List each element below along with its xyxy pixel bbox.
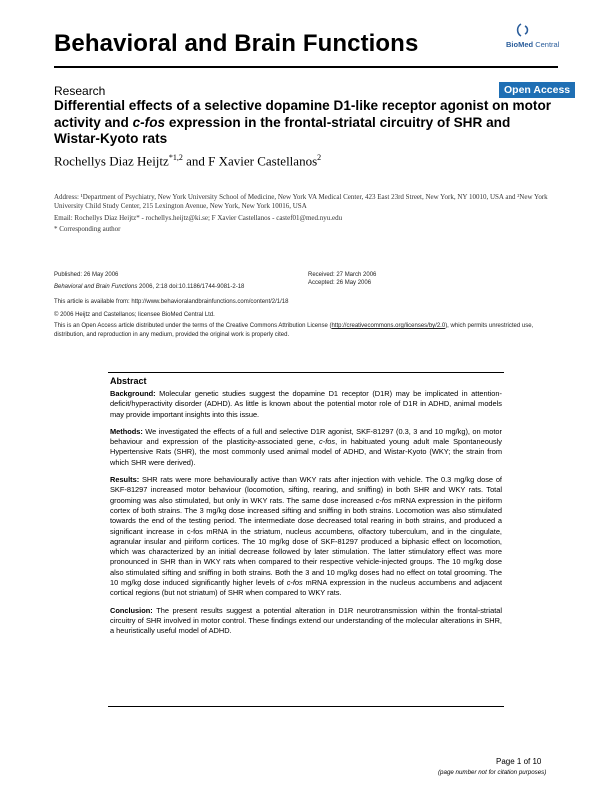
- abstract-top-rule: [108, 372, 504, 373]
- citation: Behavioral and Brain Functions 2006, 2:18 doi:10.1186/1744-9081-2-18: [54, 284, 245, 290]
- open-access-badge: Open Access: [499, 82, 575, 98]
- license-text: This is an Open Access article distributed under the terms of the Creative Commons Attribution License (http://creativecommons.org/licenses/by/2.0), which permits unrestricted use, distribution, and reproduction in any medium, provided the original work is properly cited.: [54, 323, 534, 338]
- journal-title: Behavioral and Brain Functions: [54, 30, 419, 57]
- publisher-logo[interactable]: [486, 22, 560, 56]
- affiliation-address: Address: ¹Department of Psychiatry, New York University School of Medicine, New York VA Medical Center, 423 East 23rd Street, New York, NY 10010, USA and ²New York University Child Study Center, 215 Lexington Avenue, New York, New York 10016, USA: [54, 193, 548, 210]
- author-2: F Xavier Castellanos: [208, 153, 318, 169]
- abstract-body: [110, 389, 502, 644]
- abstract-bottom-rule: [108, 706, 504, 707]
- authors: Rochellys Diaz Heijtz$^{*1,2}$ and F Xavier Castellanos$^2$: [54, 153, 322, 169]
- page-number-note: (page number not for citation purposes): [438, 769, 547, 776]
- article-type: Research: [54, 84, 106, 98]
- page-number: Page 1 of 10: [496, 757, 542, 766]
- biomed-central-logo-icon: [516, 22, 532, 38]
- article-url[interactable]: This article is available from: http://www.behavioralandbrainfunctions.com/content/2/1/18: [54, 299, 289, 305]
- published-date: Published: 26 May 2006: [54, 272, 119, 278]
- accepted-date: Accepted: 26 May 2006: [308, 280, 372, 286]
- abstract-background: Background: Molecular genetic studies suggest the dopamine D1 receptor (D1R) may be implicated in attention-deficit/hyperactivity disorder (ADHD). As little is known about the potential motor role of D1R in ADHD, animal models may provide important insights into this issue.: [110, 389, 502, 419]
- received-date: Received: 27 March 2006: [308, 272, 377, 278]
- abstract-results: Results: SHR rats were more behaviourally active than WKY rats after injection with vehicle. The 0.3 mg/kg dose of SKF-81297 increased motor behaviour (locomotion, sifting, rearing, and sniffing) in both SHR and WKY rats. Total grooming was also stimulated, but only in WKY rats. The same dose increased c-fos mRNA expression in the piriform cortex of both strains. The 3 mg/kg dose increased sifting and sniffing in both strains. Locomotion was also stimulated towards the end of the testing period. The intermediate dose decreased total rearing in both strains, and produced a significant increase in c-fos mRNA in the striatum, nucleus accumbens, olfactory tuberculum, and in the cingulate, agranular insular and piriform cortices. The 10 mg/kg dose of SKF-81297 produced a biphasic effect on locomotion, which was characterized by an initial decrease followed by later stimulation. The latter stimulatory effect was more pronounced in SHR than in WKY rats when compared to their respective vehicle-injected groups. The 10 mg/kg dose also stimulated sifting and sniffing in both strains. Both the 3 and 10 mg/kg doses had no effect on total grooming. The 10 mg/kg dose induced significantly higher levels of c-fos mRNA expression in the nucleus accumbens and adjacent cortical regions (but not striatum) of SHR when compared to WKY rats.: [110, 475, 503, 598]
- abstract-heading: Abstract: [110, 376, 147, 386]
- author-1: Rochellys Diaz Heijtz: [54, 153, 169, 169]
- abstract-conclusion: Conclusion: The present results suggest a potential alteration in D1R neurotransmission within the frontal-striatal circuitry of SHR involved in motor control. These findings extend our understanding of the molecular alterations in SHR, a heuristically useful model of ADHD.: [110, 605, 502, 636]
- license-link[interactable]: http://creativecommons.org/licenses/by/2.0: [331, 323, 446, 329]
- article-title: Differential effects of a selective dopamine D1-like receptor agonist on motor activity and c-fos expression in the frontal-striatal circuitry of SHR and Wistar-Kyoto rats: [54, 98, 552, 146]
- corresponding-author-note: * Corresponding author: [54, 225, 121, 233]
- logo-text: BioMed Central: [506, 40, 560, 49]
- abstract-methods: Methods: We investigated the effects of a full and selective D1R agonist, SKF-81297 (0.3, 3 and 10 mg/kg), on motor behaviour and expression of the plasticity-associated gene, c-fos, in habituated young adult male Spontaneously Hypertensive Rats (SHR), the most commonly used animal model of ADHD, and Wistar-Kyoto (WKY; the strain from which SHR were derived).: [110, 426, 502, 467]
- copyright: © 2006 Heijtz and Castellanos; licensee BioMed Central Ltd.: [54, 312, 215, 318]
- author-emails[interactable]: Email: Rochellys Diaz Heijtz* - rochellys.heijtz@ki.se; F Xavier Castellanos - castef01@med.nyu.edu: [54, 214, 343, 222]
- header-rule: [54, 66, 558, 68]
